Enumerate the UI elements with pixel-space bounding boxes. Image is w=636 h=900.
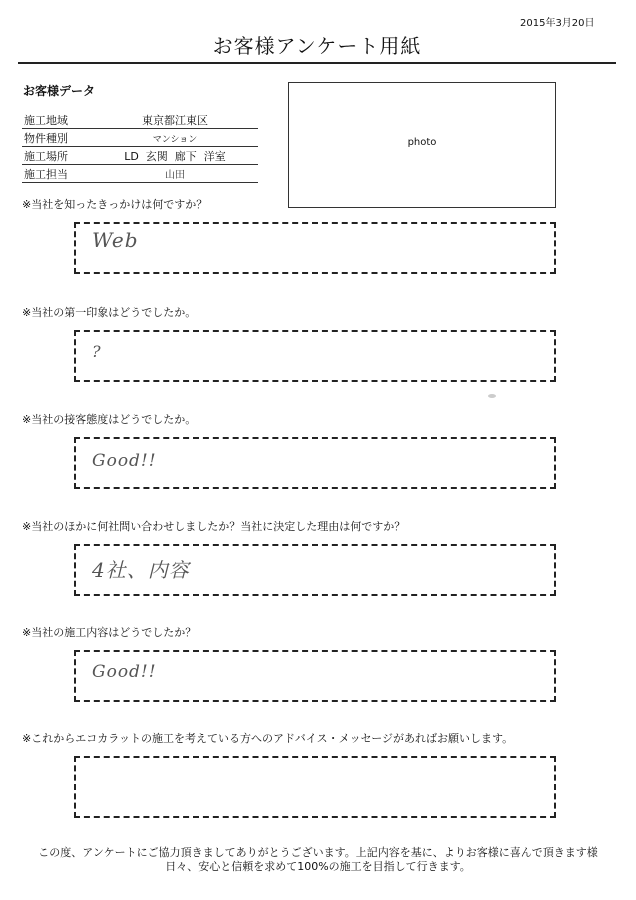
- question-3: ※当社の接客態度はどうでしたか。: [22, 413, 197, 426]
- answer-2: ?: [92, 342, 102, 361]
- question-2: ※当社の第一印象はどうでしたか。: [22, 306, 197, 319]
- form-title: お客様アンケート用紙: [212, 34, 422, 58]
- answer-box-3: [74, 437, 556, 489]
- answer-box-5: [74, 650, 556, 702]
- info-value-staff: 山田: [165, 170, 185, 181]
- survey-date: 2015年3月20日: [520, 18, 595, 29]
- question-5: ※当社の施工内容はどうでしたか？: [22, 626, 197, 639]
- answer-5: Good!!: [92, 662, 157, 682]
- footer-line-2: 日々、安心と信頼を求めて100%の施工を目指して行きます。: [165, 860, 471, 873]
- info-row-area: [22, 110, 258, 129]
- info-label-property-type: 物件種別: [24, 132, 68, 145]
- answer-4: 4社、内容: [92, 558, 190, 582]
- info-label-location: 施工場所: [24, 150, 68, 163]
- answer-box-6: [74, 756, 556, 818]
- scan-speck: [488, 394, 496, 398]
- answer-box-2: [74, 330, 556, 382]
- photo-label: photo: [407, 137, 437, 148]
- info-label-area: 施工地域: [24, 114, 68, 127]
- answer-1: Web: [92, 228, 139, 252]
- info-label-staff: 施工担当: [24, 168, 68, 181]
- customer-data-heading: お客様データ: [23, 84, 96, 98]
- footer-line-1: この度、アンケートにご協力頂きましてありがとうございます。上記内容を基に、よりお客様に喜んで頂きます様: [38, 846, 598, 859]
- question-4: ※当社のほかに何社問い合わせしましたか？当社に決定した理由は何ですか？: [22, 520, 406, 533]
- info-value-area: 東京都江東区: [142, 114, 208, 127]
- answer-box-4: [74, 544, 556, 596]
- question-6: ※これからエコカラットの施工を考えている方へのアドバイス・メッセージがあればお願いします。: [22, 732, 514, 745]
- title-bar: [18, 26, 616, 64]
- info-row-property-type: [22, 128, 258, 147]
- info-value-location: LD 玄関 廊下 洋室: [124, 150, 226, 163]
- info-row-staff: [22, 164, 258, 183]
- question-1: ※当社を知ったきっかけは何ですか？: [22, 198, 208, 211]
- info-row-location: [22, 146, 258, 165]
- photo-box: [288, 82, 556, 208]
- answer-box-1: [74, 222, 556, 274]
- info-value-property-type: マンション: [152, 135, 198, 145]
- answer-3: Good!!: [92, 451, 157, 471]
